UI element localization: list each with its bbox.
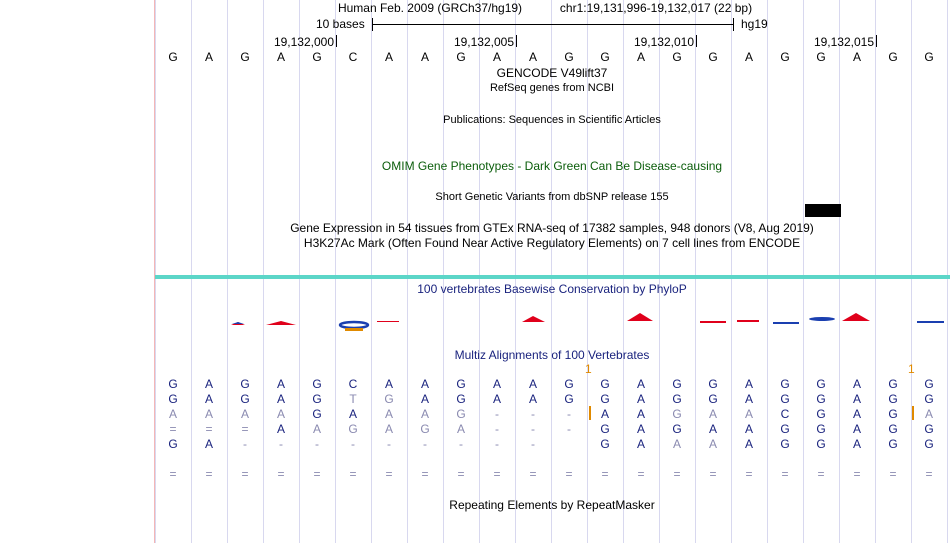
repeatmasker-track-title[interactable]: Repeating Elements by RepeatMasker [449,498,655,512]
alignment-base: - [567,422,571,436]
alignment-base: A [492,392,501,406]
alignment-base: = [421,467,429,481]
alignment-base: G [456,377,466,391]
alignment-base: = [205,467,213,481]
alignment-base: A [852,437,861,451]
logo-glyph-g [809,317,835,321]
base-letter: G [312,50,322,64]
alignment-base: = [673,467,681,481]
ruler-tick-label: 19,132,015 [813,35,874,49]
base-letter: A [384,50,393,64]
alignment-base: G [816,392,826,406]
logo-glyph-a [231,322,245,325]
alignment-base: A [204,377,213,391]
alignment-base: G [888,392,898,406]
dbsnp-track-title[interactable]: Short Genetic Variants from dbSNP release 155 [435,191,669,203]
alignment-base: A [204,407,213,421]
alignment-base: C [348,377,358,391]
alignment-base: - [387,437,391,451]
alignment-base: A [852,392,861,406]
alignment-base: A [528,377,537,391]
logo-glyph-a [266,321,296,325]
base-letter: A [420,50,429,64]
alignment-base: = [493,467,501,481]
base-letter: A [204,50,213,64]
alignment-base: - [315,437,319,451]
alignment-base: G [816,422,826,436]
alignment-base: = [277,467,285,481]
alignment-base: A [672,437,681,451]
alignment-base: = [889,467,897,481]
alignment-base: A [636,437,645,451]
base-letter: A [276,50,285,64]
alignment-base: A [708,407,717,421]
alignment-base: = [565,467,573,481]
alignment-base: - [423,437,427,451]
alignment-base: A [852,422,861,436]
alignment-base: A [744,377,753,391]
insertion-marker [589,406,591,420]
ruler-tick-label: 19,132,000 [273,35,334,49]
alignment-base: G [888,377,898,391]
alignment-base: G [600,377,610,391]
base-letter: G [168,50,178,64]
base-letter: G [240,50,250,64]
alignment-base: A [348,407,357,421]
base-letter: A [744,50,753,64]
alignment-base: A [744,407,753,421]
alignment-base: G [168,437,178,451]
alignment-base: - [351,437,355,451]
alignment-base: = [817,467,825,481]
alignment-base: A [636,392,645,406]
alignment-base: G [924,392,934,406]
alignment-base: A [744,392,753,406]
alignment-base: A [420,392,429,406]
alignment-base: A [600,407,609,421]
alignment-base: A [744,422,753,436]
alignment-base: G [312,377,322,391]
alignment-base: A [384,407,393,421]
base-letter: A [852,50,861,64]
alignment-base: - [495,422,499,436]
base-letter: G [456,50,466,64]
alignment-base: G [348,422,358,436]
alignment-base: G [600,437,610,451]
base-letter: G [672,50,682,64]
alignment-base: G [708,392,718,406]
alignment-base: = [205,422,213,436]
alignment-base: A [420,377,429,391]
logo-glyph-a [737,320,759,322]
base-letter: G [564,50,574,64]
alignment-base: G [672,407,682,421]
alignment-base: G [888,407,898,421]
h3k27ac-track-title[interactable]: H3K27Ac Mark (Often Found Near Active Regulatory Elements) on 7 cell lines from ENCODE [303,236,801,250]
alignment-base: G [924,437,934,451]
gtex-track-title[interactable]: Gene Expression in 54 tissues from GTEx RNA-seq of 17382 samples, 948 donors (V8, Aug 2019) [290,221,814,235]
alignment-base: = [745,467,753,481]
logo-glyph-a [842,313,870,321]
base-letter: G [888,50,898,64]
alignment-base: G [420,422,430,436]
alignment-base: G [168,377,178,391]
alignment-base: - [459,437,463,451]
alignment-base: G [168,392,178,406]
alignment-base: - [531,437,535,451]
alignment-base: G [240,392,250,406]
alignment-base: A [744,437,753,451]
alignment-base: A [708,422,717,436]
alignment-base: A [924,407,933,421]
alignment-base: G [312,392,322,406]
alignment-base: A [636,407,645,421]
alignment-base: A [240,407,249,421]
alignment-base: G [816,407,826,421]
alignment-base: G [780,377,790,391]
base-letter: G [600,50,610,64]
alignment-base: G [672,377,682,391]
alignment-base: = [637,467,645,481]
ruler-tick-label: 19,132,005 [453,35,514,49]
alignment-base: G [924,422,934,436]
alignment-base: A [312,422,321,436]
base-letter: C [348,50,358,64]
phylop-track-title[interactable]: 100 vertebrates Basewise Conservation by PhyloP [417,282,687,296]
alignment-base: G [816,377,826,391]
alignment-base: G [600,392,610,406]
alignment-base: G [780,422,790,436]
alignment-base: A [708,437,717,451]
base-letter: A [636,50,645,64]
alignment-base: G [888,437,898,451]
alignment-base: - [279,437,283,451]
alignment-base: A [852,377,861,391]
alignment-base: A [276,407,285,421]
position-range: chr1:19,131,996-19,132,017 (22 bp) [559,1,753,15]
alignment-base: = [781,467,789,481]
alignment-base: A [852,407,861,421]
alignment-base: = [349,467,357,481]
alignment-base: G [384,392,394,406]
gap-count: 1 [585,362,592,376]
alignment-base: - [531,422,535,436]
alignment-base: = [241,467,249,481]
refseq-description: RefSeq genes from NCBI [489,82,615,94]
alignment-base: G [816,437,826,451]
alignment-base: T [349,392,357,406]
base-letter: A [528,50,537,64]
alignment-base: = [853,467,861,481]
base-letter: G [816,50,826,64]
alignment-base: = [457,467,465,481]
alignment-base: = [169,467,177,481]
alignment-base: C [780,407,790,421]
alignment-base: G [564,392,574,406]
alignment-base: A [528,392,537,406]
base-letter: G [924,50,934,64]
logo-glyph-c [377,321,399,322]
alignment-base: G [708,377,718,391]
alignment-base: A [492,377,501,391]
alignment-base: G [312,407,322,421]
logo-glyph-a [522,316,545,322]
alignment-base: A [456,422,465,436]
alignment-base: A [636,377,645,391]
alignment-base: = [385,467,393,481]
alignment-base: A [384,377,393,391]
alignment-base: A [204,437,213,451]
base-letter: G [708,50,718,64]
scale-text: 10 bases [316,17,365,31]
alignment-base: A [636,422,645,436]
alignment-base: G [672,422,682,436]
alignment-base: A [276,377,285,391]
insertion-marker [912,406,914,420]
base-letter: G [780,50,790,64]
alignment-base: = [529,467,537,481]
alignment-base: G [924,377,934,391]
alignment-base: G [672,392,682,406]
alignment-base: A [204,392,213,406]
alignment-base: - [243,437,247,451]
alignment-base: G [780,437,790,451]
omim-track-title[interactable]: OMIM Gene Phenotypes - Dark Green Can Be Disease-causing [381,159,723,173]
alignment-base: = [601,467,609,481]
base-letter: A [492,50,501,64]
assembly-title: Human Feb. 2009 (GRCh37/hg19) [337,1,523,15]
logo-glyph-a [627,313,653,321]
alignment-base: G [456,407,466,421]
logo-glyph-g [700,321,726,323]
alignment-base: A [168,407,177,421]
alignment-base: A [276,392,285,406]
publications-track-title[interactable]: Publications: Sequences in Scientific Articles [443,114,661,126]
alignment-base: A [384,422,393,436]
alignment-base: - [531,407,535,421]
logo-glyph-g [340,322,368,331]
alignment-base: G [456,392,466,406]
gencode-track-title[interactable]: GENCODE V49lift37 [496,66,608,80]
alignment-base: = [313,467,321,481]
logo-glyph-g [917,321,944,323]
alignment-base: A [276,422,285,436]
alignment-base: - [567,407,571,421]
alignment-base: A [420,407,429,421]
alignment-base: = [709,467,717,481]
alignment-base: = [241,422,249,436]
alignment-base: = [169,422,177,436]
gap-count: 1 [908,362,915,376]
alignment-base: G [888,422,898,436]
alignment-base: G [564,377,574,391]
multiz-track-title[interactable]: Multiz Alignments of 100 Vertebrates [454,348,650,362]
alignment-base: - [495,437,499,451]
ruler-tick-label: 19,132,010 [633,35,694,49]
logo-glyph-g [773,322,799,324]
alignment-base: G [600,422,610,436]
alignment-base: G [240,377,250,391]
alignment-base: = [925,467,933,481]
alignment-base: G [780,392,790,406]
alignment-base: - [495,407,499,421]
scale-db: hg19 [741,17,768,31]
